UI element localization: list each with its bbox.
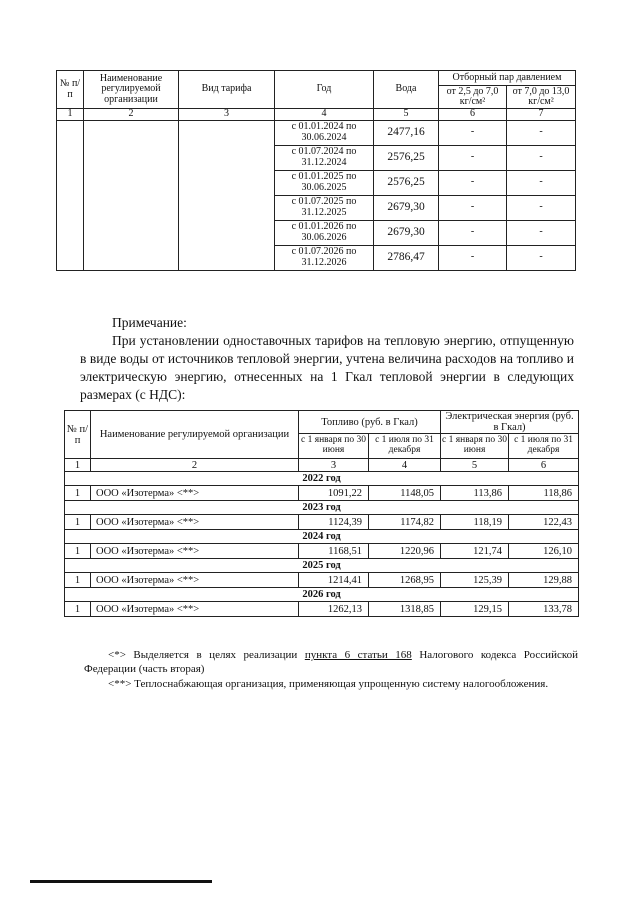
year-heading: 2022 год bbox=[65, 472, 579, 486]
col-number: 4 bbox=[369, 459, 441, 472]
power-h1-cell: 125,39 bbox=[441, 573, 509, 588]
col-power-h2-header: с 1 июля по 31 декабря bbox=[509, 434, 579, 459]
num-cell: 1 bbox=[65, 573, 91, 588]
table-row bbox=[65, 573, 579, 588]
fuel-h2-cell: 1174,82 bbox=[369, 515, 441, 530]
table-row bbox=[65, 486, 579, 501]
col-tariff-header: Вид тарифа bbox=[179, 71, 275, 109]
table-row bbox=[65, 544, 579, 559]
steam-high-cell: - bbox=[507, 245, 576, 270]
fuel-h2-cell: 1148,05 bbox=[369, 486, 441, 501]
period-cell: с 01.01.2025 по 30.06.2025 bbox=[275, 170, 374, 195]
org-cell: ООО «Изотерма» <**> bbox=[91, 515, 299, 530]
water-cell: 2679,30 bbox=[374, 195, 439, 220]
col-number: 1 bbox=[65, 459, 91, 472]
org-cell: ООО «Изотерма» <**> bbox=[91, 602, 299, 617]
power-h1-cell: 113,86 bbox=[441, 486, 509, 501]
fuel-h1-cell: 1262,13 bbox=[299, 602, 369, 617]
tariff-table bbox=[56, 70, 576, 271]
col-steam-low-header: от 2,5 до 7,0 кг/см² bbox=[439, 86, 507, 109]
col-fuel-h1-header: с 1 января по 30 июня bbox=[299, 434, 369, 459]
steam-high-cell: - bbox=[507, 120, 576, 145]
column-numbers-row bbox=[65, 459, 579, 472]
org-cell bbox=[84, 120, 179, 270]
col-number: 5 bbox=[441, 459, 509, 472]
col-number: 2 bbox=[91, 459, 299, 472]
period-cell: с 01.01.2026 по 30.06.2026 bbox=[275, 220, 374, 245]
org-cell: ООО «Изотерма» <**> bbox=[91, 573, 299, 588]
steam-high-cell: - bbox=[507, 195, 576, 220]
period-cell: с 01.07.2024 по 31.12.2024 bbox=[275, 145, 374, 170]
tariff-cell bbox=[179, 120, 275, 270]
footnote-1-text-end: Налогового кодекса Российской Федерации (часть вторая) bbox=[84, 649, 579, 675]
table-row bbox=[57, 120, 576, 145]
year-heading: 2023 год bbox=[65, 501, 579, 515]
steam-high-cell: - bbox=[507, 145, 576, 170]
col-fuel-header: Топливо (руб. в Гкал) bbox=[299, 411, 441, 434]
footnote-2: <**> Теплоснабжающая организация, применяющая упрощенную систему налогообложения. bbox=[108, 678, 549, 690]
period-cell: с 01.07.2025 по 31.12.2025 bbox=[275, 195, 374, 220]
fuel-h1-cell: 1124,39 bbox=[299, 515, 369, 530]
steam-low-cell: - bbox=[439, 220, 507, 245]
col-number: 7 bbox=[507, 109, 576, 121]
expense-table bbox=[64, 410, 579, 617]
num-cell: 1 bbox=[65, 515, 91, 530]
power-h2-cell: 122,43 bbox=[509, 515, 579, 530]
num-cell: 1 bbox=[65, 602, 91, 617]
num-cell: 1 bbox=[65, 544, 91, 559]
period-cell: с 01.07.2026 по 31.12.2026 bbox=[275, 245, 374, 270]
footnote-1 bbox=[84, 648, 578, 676]
col-number: 3 bbox=[299, 459, 369, 472]
col-power-h1-header: с 1 января по 30 июня bbox=[441, 434, 509, 459]
col-number: 1 bbox=[57, 109, 84, 121]
column-numbers-row bbox=[57, 109, 576, 121]
col-power-header: Электрическая энергия (руб. в Гкал) bbox=[441, 411, 579, 434]
power-h1-cell: 129,15 bbox=[441, 602, 509, 617]
steam-low-cell: - bbox=[439, 170, 507, 195]
col-year-header: Год bbox=[275, 71, 374, 109]
fuel-h1-cell: 1091,22 bbox=[299, 486, 369, 501]
year-heading: 2026 год bbox=[65, 588, 579, 602]
col-number: 3 bbox=[179, 109, 275, 121]
num-cell: 1 bbox=[65, 486, 91, 501]
col-num-header: № п/п bbox=[65, 411, 91, 459]
table-row bbox=[65, 515, 579, 530]
org-cell: ООО «Изотерма» <**> bbox=[91, 544, 299, 559]
steam-low-cell: - bbox=[439, 120, 507, 145]
power-h2-cell: 129,88 bbox=[509, 573, 579, 588]
fuel-h2-cell: 1220,96 bbox=[369, 544, 441, 559]
power-h1-cell: 121,74 bbox=[441, 544, 509, 559]
col-steam-high-header: от 7,0 до 13,0 кг/см² bbox=[507, 86, 576, 109]
power-h2-cell: 118,86 bbox=[509, 486, 579, 501]
footer-rule bbox=[30, 880, 212, 883]
col-number: 5 bbox=[374, 109, 439, 121]
power-h1-cell: 118,19 bbox=[441, 515, 509, 530]
col-num-header: № п/п bbox=[57, 71, 84, 109]
col-steam-header: Отборный пар давлением bbox=[439, 71, 576, 86]
water-cell: 2679,30 bbox=[374, 220, 439, 245]
col-water-header: Вода bbox=[374, 71, 439, 109]
fuel-h1-cell: 1214,41 bbox=[299, 573, 369, 588]
fuel-h2-cell: 1318,85 bbox=[369, 602, 441, 617]
fuel-h1-cell: 1168,51 bbox=[299, 544, 369, 559]
steam-high-cell: - bbox=[507, 170, 576, 195]
steam-low-cell: - bbox=[439, 145, 507, 170]
steam-low-cell: - bbox=[439, 195, 507, 220]
period-cell: с 01.01.2024 по 30.06.2024 bbox=[275, 120, 374, 145]
footnote-1-text: <*> Выделяется в целях реализации bbox=[108, 649, 305, 661]
col-number: 6 bbox=[439, 109, 507, 121]
steam-high-cell: - bbox=[507, 220, 576, 245]
fuel-h2-cell: 1268,95 bbox=[369, 573, 441, 588]
steam-low-cell: - bbox=[439, 245, 507, 270]
org-cell: ООО «Изотерма» <**> bbox=[91, 486, 299, 501]
col-org-header: Наименование регулируемой организации bbox=[91, 411, 299, 459]
note-body: При установлении одноставочных тарифов на тепловую энергию, отпущенную в виде воды от источников тепловой энергии, учтена величина расходов на топливо и электрическую энергию, отнесенных на 1 Гкал тепловой энергии в следующих размерах (с НДС): bbox=[80, 333, 574, 402]
water-cell: 2477,16 bbox=[374, 120, 439, 145]
col-number: 2 bbox=[84, 109, 179, 121]
water-cell: 2576,25 bbox=[374, 145, 439, 170]
note-title: Примечание: bbox=[112, 315, 187, 330]
col-number: 6 bbox=[509, 459, 579, 472]
water-cell: 2576,25 bbox=[374, 170, 439, 195]
water-cell: 2786,47 bbox=[374, 245, 439, 270]
year-heading: 2024 год bbox=[65, 530, 579, 544]
power-h2-cell: 126,10 bbox=[509, 544, 579, 559]
tax-code-link[interactable]: пункта 6 статьи 168 bbox=[304, 649, 412, 661]
power-h2-cell: 133,78 bbox=[509, 602, 579, 617]
col-fuel-h2-header: с 1 июля по 31 декабря bbox=[369, 434, 441, 459]
col-org-header: Наименование регулируемой организации bbox=[84, 71, 179, 109]
col-number: 4 bbox=[275, 109, 374, 121]
table-row bbox=[65, 602, 579, 617]
year-heading: 2025 год bbox=[65, 559, 579, 573]
num-cell bbox=[57, 120, 84, 270]
